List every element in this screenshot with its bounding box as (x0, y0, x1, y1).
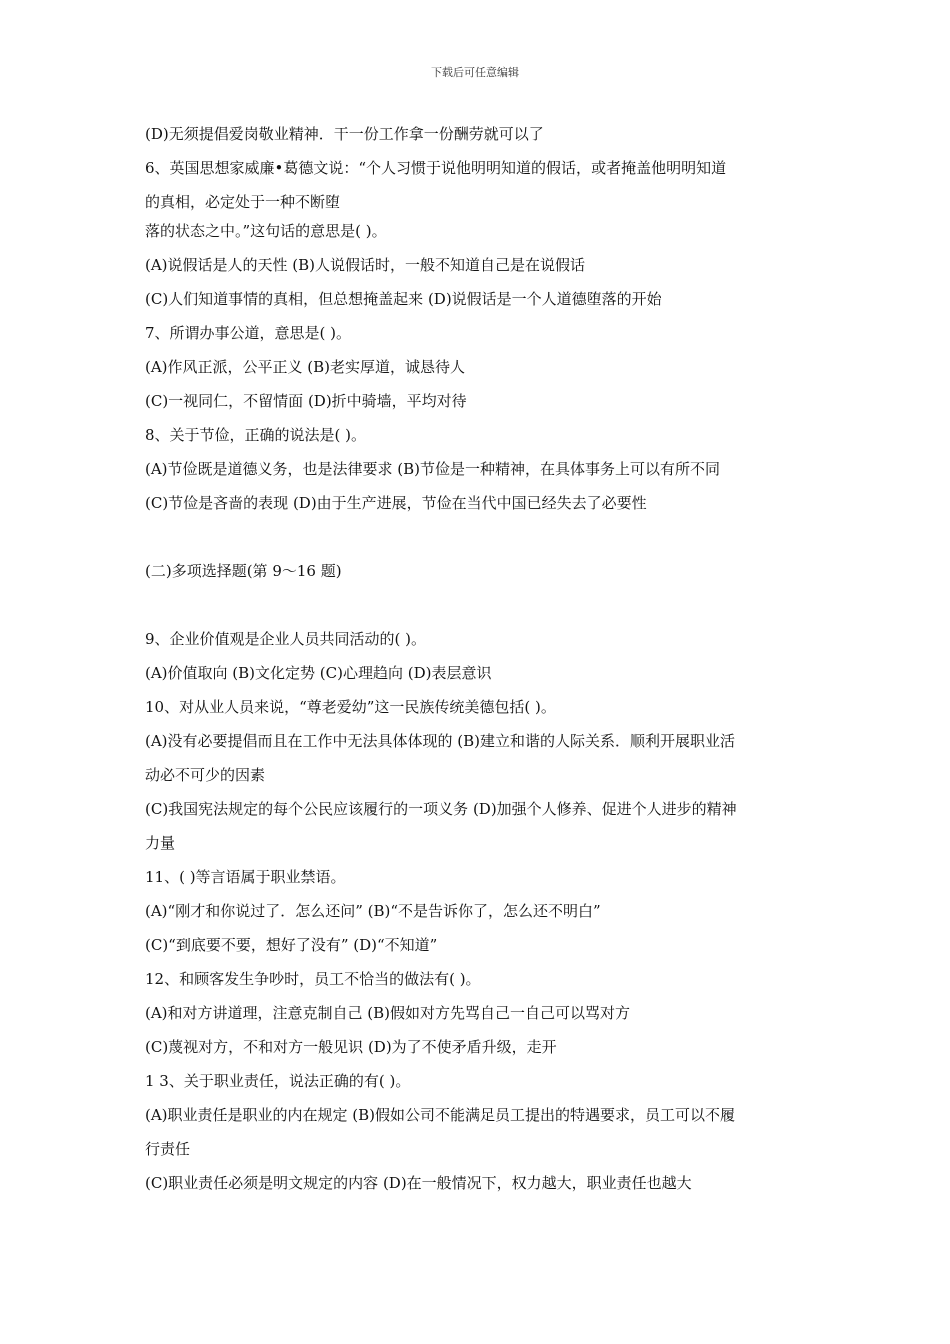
text-line: 落的状态之中。”这句话的意思是( )。 (145, 222, 387, 240)
answer-options: (C)人们知道事情的真相，但总想掩盖起来 (D)说假话是一个人道德堕落的开始 (145, 290, 662, 308)
text-line: (D)无须提倡爱岗敬业精神．干一份工作拿一份酬劳就可以了 (145, 125, 544, 143)
text-line: 动必不可少的因素 (145, 766, 266, 784)
text-line: 力量 (145, 834, 176, 852)
answer-options: (C)“到底要不要，想好了没有” (D)“不知道” (145, 936, 438, 954)
answer-options: (C)我国宪法规定的每个公民应该履行的一项义务 (D)加强个人修养、促进个人进步的精神 (145, 800, 737, 818)
answer-options: (C)节俭是吝啬的表现 (D)由于生产进展，节俭在当代中国已经失去了必要性 (145, 494, 647, 512)
question-9: 9、企业价值观是企业人员共同活动的( )。 (145, 630, 427, 648)
page-header: 下载后可任意编辑 (431, 66, 519, 79)
text-line: 行责任 (145, 1140, 191, 1158)
question-7: 7、所谓办事公道，意思是( )。 (145, 324, 352, 342)
question-11: 11、( )等言语属于职业禁语。 (145, 868, 346, 886)
section-heading: (二)多项选择题(第 9～16 题) (145, 562, 342, 580)
question-8: 8、关于节俭，正确的说法是( )。 (145, 426, 367, 444)
answer-options: (A)职业责任是职业的内在规定 (B)假如公司不能满足员工提出的特遇要求，员工可以不履 (145, 1106, 736, 1124)
question-10: 10、对从业人员来说，“尊老爱幼”这一民族传统美德包括( )。 (145, 698, 556, 716)
answer-options: (A)没有必要提倡而且在工作中无法具体体现的 (B)建立和谐的人际关系．顺利开展职业活 (145, 732, 736, 750)
question-12: 12、和顾客发生争吵时，员工不恰当的做法有( )。 (145, 970, 481, 988)
answer-options: (A)和对方讲道理，注意克制自己 (B)假如对方先骂自己一自己可以骂对方 (145, 1004, 631, 1022)
answer-options: (A)作风正派，公平正义 (B)老实厚道，诚恳待人 (145, 358, 466, 376)
answer-options: (A)节俭既是道德义务，也是法律要求 (B)节俭是一种精神，在具体事务上可以有所不同 (145, 460, 721, 478)
question-13: 1 3、关于职业责任，说法正确的有( )。 (145, 1072, 411, 1090)
document-body (145, 124, 815, 1207)
question-6: 6、英国思想家威廉•葛德文说：“个人习惯于说他明明知道的假话，或者掩盖他明明知道 (145, 159, 727, 177)
answer-options: (C)职业责任必须是明文规定的内容 (D)在一般情况下，权力越大，职业责任也越大 (145, 1174, 692, 1192)
answer-options: (A)说假话是人的天性 (B)人说假话时，一般不知道自己是在说假话 (145, 256, 586, 274)
answer-options: (C)一视同仁，不留情面 (D)折中骑墙，平均对待 (145, 392, 467, 410)
answer-options: (C)蔑视对方，不和对方一般见识 (D)为了不使矛盾升级，走开 (145, 1038, 557, 1056)
text-line: 的真相，必定处于一种不断堕 (145, 193, 341, 211)
answer-options: (A)价值取向 (B)文化定势 (C)心理趋向 (D)表层意识 (145, 664, 492, 682)
answer-options: (A)“刚才和你说过了．怎么还问” (B)“不是告诉你了，怎么还不明白” (145, 902, 601, 920)
